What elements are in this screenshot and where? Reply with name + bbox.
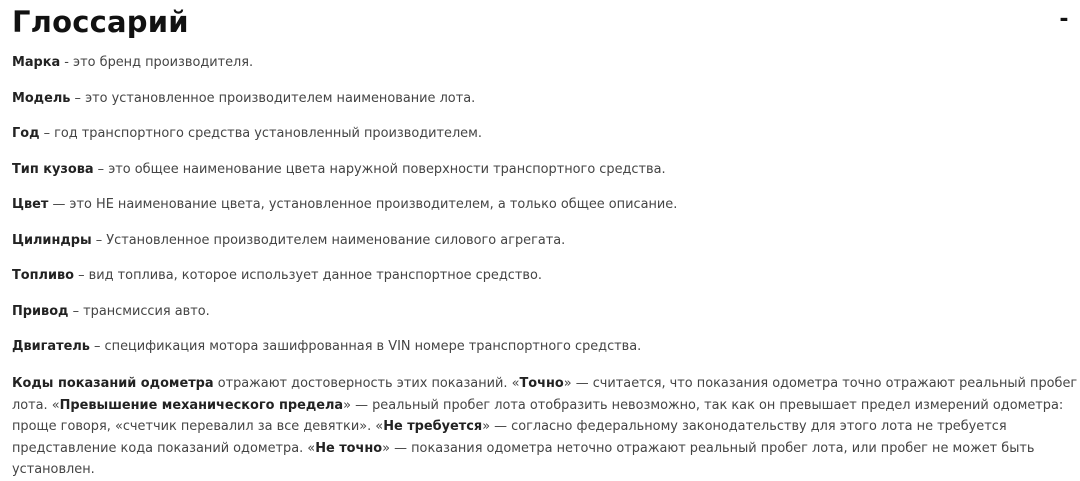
glossary-term: Топливо xyxy=(12,268,75,283)
glossary-item-model xyxy=(12,89,1076,109)
glossary-item-brand xyxy=(12,53,1076,73)
glossary-definition: – вид топлива, которое использует данное транспортное средство. xyxy=(74,268,542,283)
glossary-item-cylinders xyxy=(12,231,1076,251)
odometer-code-not-required: Не требуется xyxy=(383,419,483,434)
glossary-definition: – это общее наименование цвета наружной поверхности транспортного средства. xyxy=(93,161,666,177)
glossary-item-odometer-codes xyxy=(12,373,1078,481)
glossary-item-year xyxy=(12,124,1076,144)
glossary-definition: – спецификация мотора зашифрованная в VIN номере транспортного средства. xyxy=(89,339,642,354)
glossary-term: Цилиндры xyxy=(12,232,92,248)
collapse-toggle-button[interactable]: - xyxy=(1059,7,1069,32)
odometer-intro-text: отражают достоверность этих показаний. « xyxy=(213,376,520,391)
glossary-term: Привод xyxy=(12,303,69,319)
odometer-code-not-accurate-text: » — показания одометра неточно отражают реальный пробег лота, или пробег не может быть установлен. xyxy=(12,440,1035,477)
glossary-definition: – год транспортного средства установленный производителем. xyxy=(39,126,482,141)
glossary-term: Коды показаний одометра xyxy=(12,376,214,391)
glossary-item-drive xyxy=(12,302,1076,322)
glossary-term: Год xyxy=(12,126,40,141)
glossary-term: Тип кузова xyxy=(12,161,94,177)
glossary-item-color xyxy=(12,195,1076,215)
odometer-code-exceeds-limit-text: » — реальный пробег лота отобразить невозможно, так как он превышает предел измерений одометра: проще говоря, «счетчик перевалил за все девятки». « xyxy=(12,397,1064,434)
glossary-term: Цвет xyxy=(12,197,49,212)
glossary-definition: – это установленное производителем наименование лота. xyxy=(70,90,476,106)
odometer-code-accurate-text: » — считается, что показания одометра точно отражают реальный пробег лота. « xyxy=(12,376,1078,413)
glossary-item-engine xyxy=(12,337,1076,357)
odometer-code-accurate: Точно xyxy=(519,376,564,391)
glossary-definition: — это НЕ наименование цвета, установленное производителем, а только общее описание. xyxy=(48,197,678,212)
glossary-item-body-type xyxy=(12,160,1076,180)
glossary-definition: – трансмиссия авто. xyxy=(68,303,210,319)
glossary-term: Модель xyxy=(12,90,71,106)
glossary-term: Двигатель xyxy=(12,339,90,354)
glossary-definition: – Установленное производителем наименование силового агрегата. xyxy=(91,232,566,248)
glossary-list xyxy=(12,53,1076,373)
page-title: Глоссарий xyxy=(12,5,189,39)
odometer-code-not-accurate: Не точно xyxy=(315,440,383,456)
odometer-code-not-required-text: » — согласно федеральному законодательству для этого лота не требуется представление кода показаний одометра. « xyxy=(12,419,1007,456)
glossary-term: Марка xyxy=(12,55,61,70)
glossary-definition: - это бренд производителя. xyxy=(60,55,254,70)
glossary-item-fuel xyxy=(12,266,1076,286)
odometer-code-exceeds-limit: Превышение механического предела xyxy=(59,397,344,413)
